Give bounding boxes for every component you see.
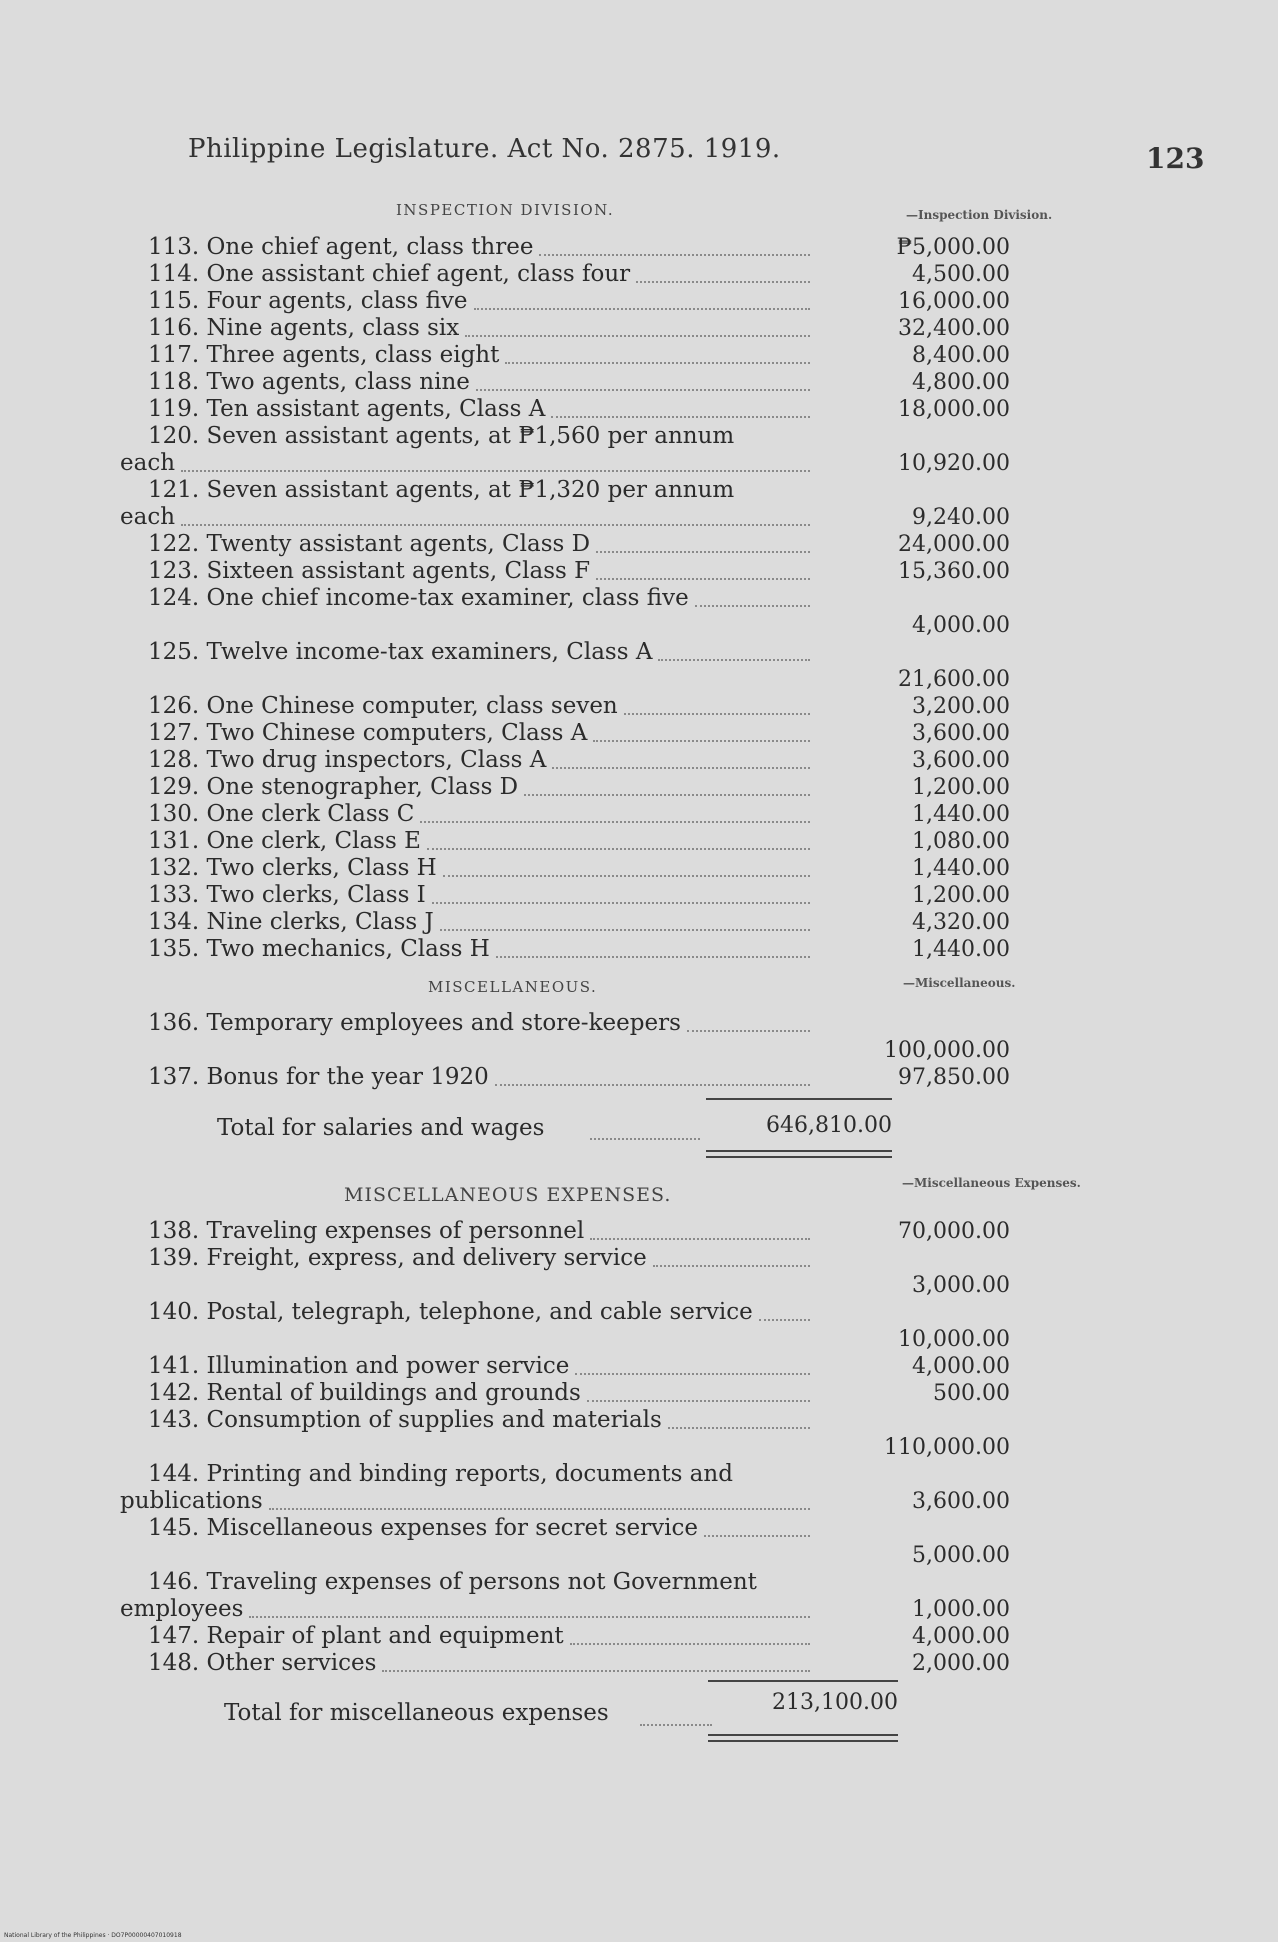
dot-leader <box>269 1508 810 1510</box>
total-double-rule-top <box>706 1150 892 1152</box>
line-item-amount: 10,000.00 <box>898 1327 1010 1352</box>
dot-leader <box>505 362 810 364</box>
misc-expenses-total-amount: 213,100.00 <box>772 1690 898 1715</box>
dot-leader <box>695 605 810 607</box>
line-item-amount: 1,000.00 <box>912 1597 1010 1622</box>
misc-expenses-item-list <box>120 1218 1010 1677</box>
misc-expenses-heading: MISCELLANEOUS EXPENSES. <box>344 1184 672 1206</box>
line-item-text: 144. Printing and binding reports, documents and publications <box>120 1461 733 1514</box>
line-item <box>120 234 1010 261</box>
dot-leader <box>249 1616 810 1618</box>
line-item-text: 129. One stenographer, Class D <box>148 774 519 800</box>
line-item-amount: 4,000.00 <box>912 1624 1010 1649</box>
line-item-text: 135. Two mechanics, Class H <box>148 936 490 962</box>
line-item <box>120 1353 1010 1380</box>
line-item <box>120 1380 1010 1407</box>
line-item-amount: 97,850.00 <box>898 1065 1010 1090</box>
line-item <box>120 936 1010 963</box>
dot-leader <box>668 1427 810 1429</box>
line-item-amount: 1,200.00 <box>912 883 1010 908</box>
line-item-text: 120. Seven assistant agents, at ₱1,560 per annum each <box>120 423 735 476</box>
subtotal-rule <box>706 1098 892 1100</box>
line-item-text: 138. Traveling expenses of personnel <box>148 1218 585 1244</box>
line-item <box>120 423 1010 477</box>
misc-expenses-total-leader <box>640 1724 712 1726</box>
line-item-text: 117. Three agents, class eight <box>148 342 500 368</box>
line-item-text: 127. Two Chinese computers, Class A <box>148 720 588 746</box>
line-item-text: 134. Nine clerks, Class J <box>148 909 434 935</box>
dot-leader <box>181 470 810 472</box>
line-item <box>120 909 1010 936</box>
line-item-text: 131. One clerk, Class E <box>148 828 421 854</box>
line-item-amount: 4,320.00 <box>912 910 1010 935</box>
line-item <box>120 261 1010 288</box>
line-item <box>120 1218 1010 1245</box>
line-item <box>120 882 1010 909</box>
line-item-amount: 32,400.00 <box>898 316 1010 341</box>
line-item-text: 114. One assistant chief agent, class four <box>148 261 631 287</box>
line-item-text: 122. Twenty assistant agents, Class D <box>148 531 591 557</box>
line-item-text: 124. One chief income-tax examiner, class five <box>148 585 689 611</box>
line-item <box>120 639 1010 693</box>
line-item-text: 141. Illumination and power service <box>148 1353 570 1379</box>
line-item-amount: 3,600.00 <box>912 748 1010 773</box>
line-item-text: 123. Sixteen assistant agents, Class F <box>148 558 591 584</box>
line-item-amount: 500.00 <box>933 1381 1010 1406</box>
line-item-amount: 4,800.00 <box>912 370 1010 395</box>
line-item <box>120 1010 1010 1064</box>
misc-subtotal-rule <box>708 1680 898 1682</box>
line-item-text: 130. One clerk Class C <box>148 801 415 827</box>
line-item-text: 147. Repair of plant and equipment <box>148 1623 564 1649</box>
line-item <box>120 315 1010 342</box>
line-item-text: 116. Nine agents, class six <box>148 315 460 341</box>
line-item-text: 118. Two agents, class nine <box>148 369 470 395</box>
line-item-amount: 100,000.00 <box>884 1038 1010 1063</box>
line-item-amount: 70,000.00 <box>898 1219 1010 1244</box>
line-item-amount: 21,600.00 <box>898 667 1010 692</box>
line-item <box>120 693 1010 720</box>
line-item-text: 133. Two clerks, Class I <box>148 882 426 908</box>
line-item <box>120 1064 1010 1091</box>
dot-leader <box>759 1319 810 1321</box>
line-item-amount: 3,200.00 <box>912 694 1010 719</box>
dot-leader <box>704 1535 810 1537</box>
line-item <box>120 369 1010 396</box>
line-item-text: 146. Traveling expenses of persons not Government employees <box>120 1569 757 1622</box>
salaries-total-label: Total for salaries and wages <box>217 1115 545 1141</box>
line-item-amount: ₱5,000.00 <box>896 235 1010 260</box>
line-item <box>120 477 1010 531</box>
misc-total-double-rule-bottom <box>708 1740 898 1742</box>
line-item-amount: 24,000.00 <box>898 532 1010 557</box>
line-item <box>120 288 1010 315</box>
line-item <box>120 558 1010 585</box>
line-item-amount: 110,000.00 <box>884 1435 1010 1460</box>
line-item-text: 145. Miscellaneous expenses for secret service <box>148 1515 698 1541</box>
line-item-amount: 1,440.00 <box>912 856 1010 881</box>
dot-leader <box>476 389 810 391</box>
line-item-text: 128. Two drug inspectors, Class A <box>148 747 547 773</box>
line-item-amount: 1,440.00 <box>912 937 1010 962</box>
total-double-rule-bottom <box>706 1156 892 1158</box>
inspection-margin-note: —Inspection Division. <box>906 208 1053 222</box>
line-item-amount: 18,000.00 <box>898 397 1010 422</box>
dot-leader <box>432 902 810 904</box>
dot-leader <box>658 659 810 661</box>
misc-total-double-rule-top <box>708 1734 898 1736</box>
line-item-text: 136. Temporary employees and store-keepers <box>148 1010 681 1036</box>
line-item-text: 119. Ten assistant agents, Class A <box>148 396 546 422</box>
inspection-item-list <box>120 234 1010 963</box>
line-item <box>120 1650 1010 1677</box>
line-item-text: 121. Seven assistant agents, at ₱1,320 per annum each <box>120 477 735 530</box>
line-item-amount: 1,440.00 <box>912 802 1010 827</box>
line-item <box>120 1461 1010 1515</box>
line-item-amount: 2,000.00 <box>912 1651 1010 1676</box>
line-item <box>120 1407 1010 1461</box>
line-item-amount: 4,000.00 <box>912 1354 1010 1379</box>
line-item-amount: 3,000.00 <box>912 1273 1010 1298</box>
misc-expenses-margin-note: —Miscellaneous Expenses. <box>902 1176 1081 1190</box>
running-head: Philippine Legislature. Act No. 2875. 1919. <box>188 134 781 164</box>
line-item <box>120 855 1010 882</box>
dot-leader <box>382 1670 810 1672</box>
line-item-amount: 9,240.00 <box>912 505 1010 530</box>
line-item <box>120 585 1010 639</box>
line-item-text: 142. Rental of buildings and grounds <box>148 1380 581 1406</box>
inspection-heading: INSPECTION DIVISION. <box>396 201 615 219</box>
line-item-text: 140. Postal, telegraph, telephone, and cable service <box>148 1299 753 1325</box>
line-item <box>120 342 1010 369</box>
line-item <box>120 774 1010 801</box>
dot-leader <box>443 875 810 877</box>
line-item <box>120 1623 1010 1650</box>
line-item <box>120 828 1010 855</box>
dot-leader <box>465 335 810 337</box>
line-item-text: 113. One chief agent, class three <box>148 234 534 260</box>
line-item-text: 143. Consumption of supplies and materials <box>148 1407 662 1433</box>
dot-leader <box>181 524 810 526</box>
line-item-text: 125. Twelve income-tax examiners, Class A <box>148 639 653 665</box>
dot-leader <box>420 821 810 823</box>
line-item-amount: 10,920.00 <box>898 451 1010 476</box>
dot-leader <box>524 794 810 796</box>
salaries-total-amount: 646,810.00 <box>766 1113 892 1138</box>
misc-expenses-total-label: Total for miscellaneous expenses <box>224 1700 609 1726</box>
line-item <box>120 396 1010 423</box>
dot-leader <box>653 1265 810 1267</box>
line-item <box>120 1515 1010 1569</box>
line-item-text: 115. Four agents, class five <box>148 288 468 314</box>
line-item-text: 126. One Chinese computer, class seven <box>148 693 618 719</box>
dot-leader <box>440 929 810 931</box>
line-item-amount: 1,200.00 <box>912 775 1010 800</box>
miscellaneous-item-list <box>120 1010 1010 1091</box>
miscellaneous-heading: MISCELLANEOUS. <box>428 978 598 996</box>
line-item-amount: 4,000.00 <box>912 613 1010 638</box>
line-item-amount: 8,400.00 <box>912 343 1010 368</box>
dot-leader <box>687 1030 810 1032</box>
line-item <box>120 747 1010 774</box>
line-item <box>120 1299 1010 1353</box>
line-item-amount: 5,000.00 <box>912 1543 1010 1568</box>
line-item-text: 132. Two clerks, Class H <box>148 855 437 881</box>
line-item-text: 137. Bonus for the year 1920 <box>148 1064 489 1090</box>
page-number: 123 <box>1146 142 1205 175</box>
scan-source-tag: National Library of the Philippines · DO7P00000407010918 <box>4 1932 182 1939</box>
line-item-amount: 16,000.00 <box>898 289 1010 314</box>
line-item <box>120 801 1010 828</box>
line-item-amount: 3,600.00 <box>912 1489 1010 1514</box>
line-item <box>120 1245 1010 1299</box>
line-item-text: 148. Other services <box>148 1650 377 1676</box>
line-item <box>120 720 1010 747</box>
line-item-amount: 3,600.00 <box>912 721 1010 746</box>
line-item <box>120 531 1010 558</box>
dot-leader <box>496 956 810 958</box>
line-item-text: 139. Freight, express, and delivery service <box>148 1245 647 1271</box>
miscellaneous-margin-note: —Miscellaneous. <box>903 976 1016 990</box>
line-item <box>120 1569 1010 1623</box>
salaries-total-leader <box>590 1138 700 1140</box>
dot-leader <box>474 308 810 310</box>
dot-leader <box>427 848 810 850</box>
line-item-amount: 15,360.00 <box>898 559 1010 584</box>
line-item-amount: 1,080.00 <box>912 829 1010 854</box>
dot-leader <box>495 1084 810 1086</box>
line-item-amount: 4,500.00 <box>912 262 1010 287</box>
